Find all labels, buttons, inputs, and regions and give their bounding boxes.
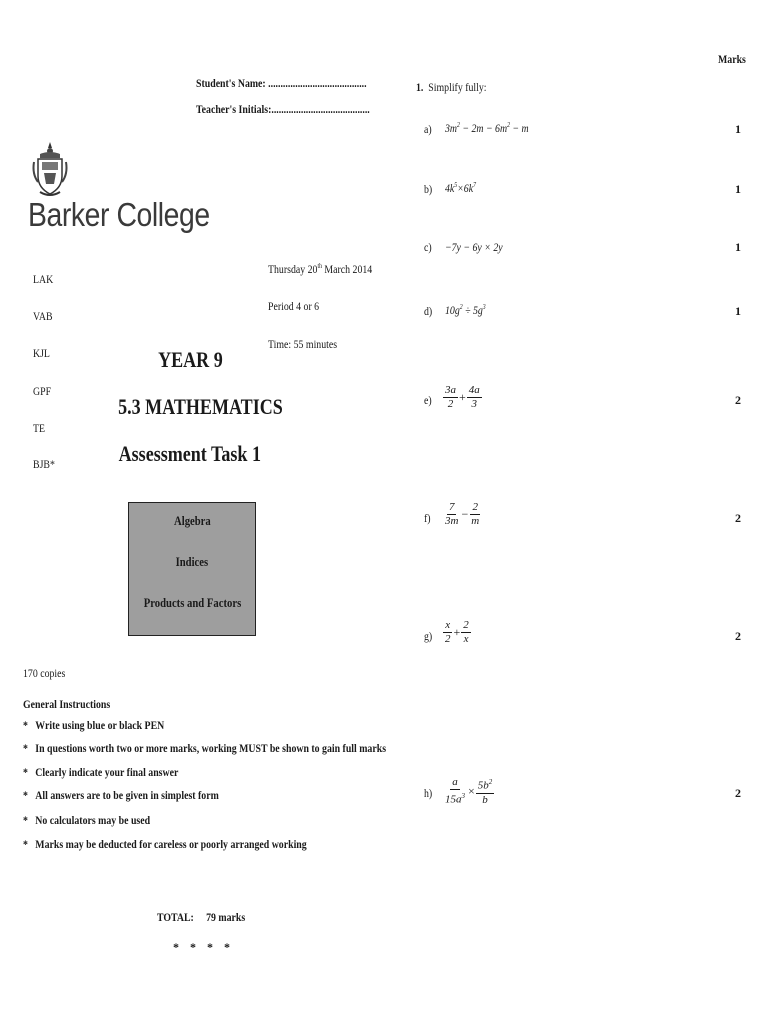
part-label: c): [424, 240, 432, 254]
teacher-initials-label: Teacher's Initials:: [196, 102, 272, 116]
math-expression: $\frac{x}{2}$ + $\frac{2}{x}$: [445, 619, 469, 645]
student-name-field[interactable]: [196, 76, 404, 91]
teacher-code: KJL: [33, 346, 50, 360]
task-title: Assessment Task 1: [118, 441, 262, 466]
marks-heading: Marks: [718, 52, 746, 66]
part-label: e): [424, 393, 432, 407]
part-label: h): [424, 786, 433, 800]
part-label: f): [424, 511, 431, 525]
instruction-item: * All answers are to be given in simplest form: [23, 788, 219, 802]
student-name-blank[interactable]: ........................................: [268, 76, 367, 90]
part-marks: 1: [735, 240, 741, 254]
teacher-code: VAB: [33, 309, 53, 323]
exam-time: Time: 55 minutes: [268, 337, 338, 351]
exam-period: Period 4 or 6: [268, 299, 320, 313]
student-name-label: Student's Name:: [196, 76, 266, 90]
part-marks: 2: [735, 629, 741, 643]
math-expression: $3m^2 - 2m - 6m^2 - m$: [445, 121, 529, 135]
instruction-item: * Clearly indicate your final answer: [23, 765, 179, 779]
instructions-heading: General Instructions: [23, 697, 111, 711]
copies-note: 170 copies: [23, 666, 66, 680]
year-title: YEAR 9: [157, 347, 223, 372]
crest-icon: [30, 140, 70, 200]
teacher-initials-blank[interactable]: ........................................: [271, 102, 370, 116]
question-heading: 1. Simplify fully:: [416, 80, 487, 94]
part-marks: 2: [735, 786, 741, 800]
math-expression: $\frac{7}{3m}$ − $\frac{2}{m}$: [445, 501, 480, 527]
part-label: g): [424, 629, 433, 643]
topic-item: Algebra: [173, 513, 211, 528]
topics-box: [128, 502, 256, 636]
math-expression: $\frac{a}{15a^3}$ × $\frac{5b^2}{b}$: [445, 776, 493, 806]
teacher-code: BJB*: [33, 457, 55, 471]
subject-title: 5.3 MATHEMATICS: [118, 394, 283, 419]
part-marks: 1: [735, 182, 741, 196]
end-stars: * * * *: [173, 940, 234, 954]
instruction-item: * No calculators may be used: [23, 813, 151, 827]
topic-item: Indices: [175, 554, 209, 569]
teacher-code: TE: [33, 421, 46, 435]
part-label: b): [424, 182, 433, 196]
teacher-code: GPF: [33, 384, 52, 398]
math-expression: $4k^5\times 6k^7$: [445, 181, 476, 195]
instruction-item: * Marks may be deducted for careless or poorly arranged working: [23, 837, 307, 851]
math-expression: −7y − 6y × 2y: [445, 240, 503, 254]
instruction-item: * In questions worth two or more marks, working MUST be shown to gain full marks: [23, 741, 387, 755]
math-expression: $\frac{3a}{2}$ + $\frac{4a}{3}$: [445, 384, 480, 410]
instruction-item: * Write using blue or black PEN: [23, 718, 165, 732]
part-label: a): [424, 122, 432, 136]
part-marks: 1: [735, 304, 741, 318]
topic-item: Products and Factors: [143, 595, 241, 610]
total-marks: TOTAL: 79 marks: [157, 910, 246, 924]
math-expression: $10g^2 \div 5g^3$: [445, 303, 486, 317]
teacher-initials-field[interactable]: [196, 102, 408, 117]
teacher-code: LAK: [33, 272, 54, 286]
part-marks: 2: [735, 511, 741, 525]
part-marks: 1: [735, 122, 741, 136]
exam-date: Thursday 20th March 2014: [268, 262, 373, 276]
part-marks: 2: [735, 393, 741, 407]
part-label: d): [424, 304, 433, 318]
college-name: Barker College: [28, 196, 210, 233]
